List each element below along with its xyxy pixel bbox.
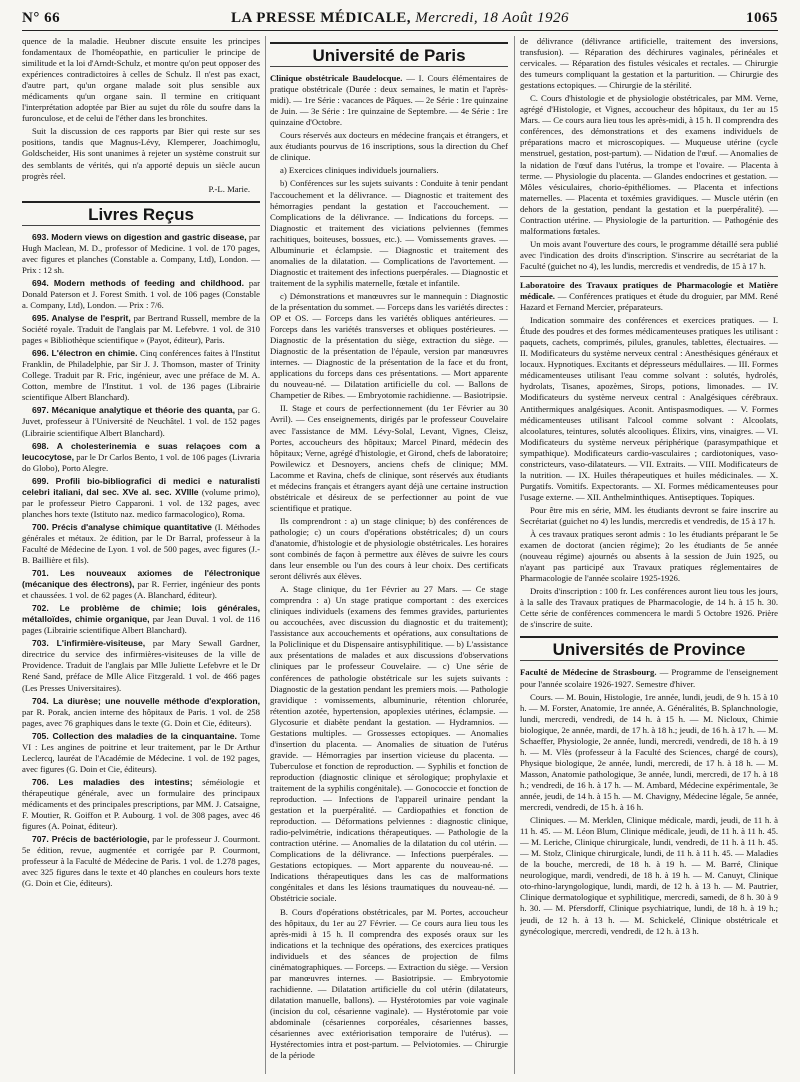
book-entry [22, 603, 260, 636]
column-divider-1 [265, 36, 266, 1074]
continuation-paragraph: de délivrance (délivrance artificielle, traitement des inversions, transfusion). — Réparation des déchirures vaginales, périnéales et cervicales. — Réparation des fistules vésicales et rectales. — Chirurgie des tumeurs compliquant la gestation et la parturition. — Chirurgie des gestations ectopiques. — Chirurgie de la stérilité. [520, 36, 778, 91]
clinique-heading: Clinique obstétricale Baudelocque. [270, 73, 403, 84]
book-entry [22, 777, 260, 832]
page-number-right: 1065 [746, 10, 778, 26]
book-entry [22, 476, 260, 520]
book-title: 701. Les nouveaux axiomes de l'électronique (mécanique des électrons), [22, 568, 260, 590]
paris-paragraph: II. Stage et cours de perfectionnement (du 1er Février au 30 Avril). — Ces enseignements, dirigés par le professeur Couvelaire avec l'assistance de MM. Lévy-Solal, Levant, Vignes, Cleisz, Portes, accoucheurs des hôpitaux; Marcel Pinard, médecin des hôpitaux; Verne, agrégé d'histologie, et Girond, chefs de laboratoire; Powilewicz et Desnoyers, anciens chefs de clinique; MM. Lacomme et Ravina, chefs de clinique, sont réservés aux étudiants et médecins français et étrangers ayant déjà une certaine instruction obstétricale et désireux de se perfectionner au point de vue scientifique et pratique. [270, 403, 508, 513]
strasbourg-paragraph [520, 667, 778, 689]
intro-paragraph-1: quence de la maladie. Heubner discute ensuite les principes fondamentaux de l'homéopathie, en particulier le principe de similitude et la loi d'Arndt-Schulz, et montre qu'on peut opposer des expériences contradictoires à celles de Schulz. Il n'est pas exact, d'autre part, qu'un organe malade soit plus sensible aux médicaments qu'un organe sain. Il termine en critiquant l'interprétation adoptée par Bier au sujet du rôle du soufre dans la furonculose, et de celui de l'éther dans les bronchites. [22, 36, 260, 124]
clinique-paragraph [270, 73, 508, 128]
book-details: (volume primo), par le professeur Pietro Capparoni. 1 vol. de 132 pages, avec planches hors texte (Istituto naz. medico farmacologico), Roma. [22, 486, 260, 519]
book-title: 706. Les maladies des intestins; [32, 776, 193, 787]
book-details: par le professeur J. Courmont. 5e édition, revue, augmentée et corrigée par P. Courmont, professeur à la Faculté de Médecine de Paris. 1 vol. de 1.278 pages, avec 325 figures dans le texte et 40 planches en couleurs hors texte (G. Doin et Cie, éditeurs). [22, 834, 260, 889]
histologie-paragraph: C. Cours d'histologie et de physiologie obstétricales, par MM. Verne, agrégé d'Histologie, et Vignes, accoucheur des hôpitaux, du 1er au 15 Mars. — Ce cours aura lieu tous les après-midi, à 15 h. Il comprendra des conférences, des démonstrations et des examens individuels de préparations macro et microscopiques. — Muqueuse utérine (cycle menstruel, gestation, post-partum). — Nidation de l'œuf. — Anomalies de la nidation de l'œuf dans l'utérus, la trompe et l'ovaire. — Placenta à terme. — Physiologie du placenta. — Glandes endocrines et gestation. — Môles vésiculaires, chorio-épithéliomes. — Placenta et infections maternelles. — Placenta et toxémies gravidiques. — Muscle utérin (en dehors de la gestation, pendant la gestation et la puerpéralité). — Contraction utérine. — Physiologie de la parturition. — Pathogénie des malformations fœtales. [520, 93, 778, 236]
column-divider-2 [514, 36, 515, 1074]
book-list [22, 232, 260, 890]
strasbourg-paragraph: Cliniques. — M. Merklen, Clinique médicale, mardi, jeudi, de 11 h. à 11 h. 45. — M. Léon Blum, Clinique médicale, jeudi, de 11 h. à 11 h. 45. — M. Leriche, Clinique chirurgicale, lundi, vendredi, de 11 h. à 11 h. 45. — M. Stolz, Clinique chirurgicale, lundi, de 11 h. à 11 h. 45. — Maladies de la bouche, mercredi, de 18 h. à 19 h. — M. Barré, Clinique neurologique, mardi, vendredi, de 18 h. à 19 h. — M. Canuyt, Clinique oto-rhino-laryngologique, lundi, mardi, de 12 h. à 13 h. — M. Pautrier, Clinique dermatologique et syphilitique, mercredi, samedi, de 8 h. 30 à 9 h. 30. — M. Pfersdorff, Clinique psychiatrique, lundi, de 18 h. à 19 h.; jeudi, de 12 h. à 13 h. — M. Schickelé, Clinique obstétricale et gynécologique, mercredi, vendredi, de 12 h. à 13 h. [520, 815, 778, 936]
book-entry [22, 834, 260, 889]
book-details: par Mary Sewall Gardner, directrice du service des infirmières-visiteuses de la ville de Providence. Traduit de l'anglais par Mlle Juliette Lefebvre et le Dr René Sand, préface de Mlle Alice Fitzgerald. 1 vol. de 466 pages (Les Presses Universitaires). [22, 638, 260, 693]
laboratoire-paragraph: Indication sommaire des conférences et exercices pratiques. — I. Étude des poudres et des formes médicamenteuses pratiques les utilisant : paquets, cachets, comprimés, pilules, granules, tablettes, électuaires. — II. Modificateurs du système nerveux central : Anesthésiques généraux et locaux. Hypnotiques. Excitants et dépresseurs médullaires. — III. Formes médicamenteuses utilisant l'eau comme solvant : solutés, hydrolés, hydrolats, Tisanes, apozèmes, Sirops, potions, limonades. — IV. Modificateurs du système nerveux central : Analgésiques cérébraux. Antithermiques analgésiques. Aconit. Antispasmodiques. — V. Formes médicamenteuses utilisant l'alcool comme solvant : Alcoolats, alcoolatures, teintures, solutés alcooliques. Élixirs, vins, vinaigres. — VI. Modificateurs du système nerveux périphérique (parasympathique et sympathique). Modificateurs cardio-vasculaires ; cardiotoniques, vaso-constricteurs, vaso-dilatateurs. — VII. Extraits. — VIII. Modificateurs de la nutrition. — IX. Huiles thérapeutiques et huiles médicinales. — X. Purgatifs. Vomitifs. Expectorants. — XI. Formes médicamenteuses pour l'usage externe. — XII. Anthelminthiques. Antiseptiques. Topiques. [520, 315, 778, 502]
book-details: par Bertrand Russell, membre de la Société royale. Traduit de l'anglais par M. Lefebvre. 1 vol. de 310 pages « Bibliothèque scientifique » (Payot, éditeur), Paris. [22, 313, 260, 346]
book-title: 694. Modern methods of feeding and childhood. [32, 277, 244, 288]
book-title: 698. A cholesterinemia e suas relaçoes com a leucocytose, [22, 440, 260, 462]
book-entry [22, 522, 260, 566]
book-title: 695. Analyse de l'esprit, [32, 313, 131, 324]
laboratoire-intro: — Conférences pratiques et étude du droguier, par MM. René Hazard et Fernand Mercier, préparateurs. [520, 291, 778, 313]
universites-province-heading: Universités de Province [520, 636, 778, 661]
book-title: 703. L'infirmière-visiteuse, [32, 638, 146, 649]
author-signature: P.-L. Marie. [208, 183, 250, 194]
header-rule [22, 30, 778, 31]
book-entry [22, 568, 260, 601]
laboratoire-paragraph: À ces travaux pratiques seront admis : 1o les étudiants préparant le 5e examen de doctorat (ancien régime); 2o les étudiants de 5e année (nouveau régime) ajournés ou absents à la session de Juin 1925, ou n'ayant pas participé aux Travaux pratiques réglementaires de Pharmacologie de l'année scolaire 1925-1926. [520, 529, 778, 584]
strasbourg-intro: — Programme de l'enseignement pour l'année scolaire 1926-1927. Semestre d'hiver. [520, 667, 778, 689]
paris-paragraph: b) Conférences sur les sujets suivants : Conduite à tenir pendant l'accouchement et la délivrance. — Diagnostic et traitement des hémorragies pendant la gestation et l'accouchement. — Complications de la délivrance. — Indications du forceps. — Diagnostic et traitement des viciations pelviennes (femmes rachitiques, boiteuses, bossues, etc.). — Vomissements graves. — Albuminurie et éclampsie. — Diagnostic et traitement des anomalies de la dilatation. — Complications de l'avortement. — Diagnostic et traitement des infections puerpérales. — Diagnostic et traitement de la syphilis maternelle, fœtale et infantile. [270, 178, 508, 288]
strasbourg-heading: Faculté de Médecine de Strasbourg. [520, 667, 657, 678]
book-entry [22, 232, 260, 276]
book-details: séméiologie et thérapeutique générale, avec un formulaire des principaux médicaments et des principales prescriptions, par MM. J. Catsaigne, F. Moutier, R. Goiffon et P. Aubourg. 1 vol. de 308 pages, avec 46 figures (A. Poinat, éditeur). [22, 776, 260, 832]
book-details: Tome VI : Les angines de poitrine et leur traitement, par le Dr Arthur Leclercq, lauréat de l'Académie de Médecine. 1 vol. de 192 pages, avec figures (G. Doin et Cie, éditeurs). [22, 730, 260, 774]
paris-paragraph: c) Démonstrations et manœuvres sur le mannequin : Diagnostic de la présentation du sommet. — Forceps dans les variétés directes : OP et OS. — Forceps dans les variétés obliques antérieures. — Forceps dans les variétés transverses et obliques postérieures. — Diagnostic de la présentation du siège, extraction du siège. — Diagnostic de la présentation de l'épaule, version par manœuvres internes. — Diagnostic de la présentation de la face et du front, applications du forceps dans ces présentations. — Mort apparente du nouveau-né. — Dilatation artificielle du col. — Ballons de Champetier de Ribes. — Embryotomie rachidienne. — Basiotripsie. [270, 290, 508, 401]
laboratoire-paragraph [520, 280, 778, 313]
laboratoire-paragraph: Pour être mis en série, MM. les étudiants devront se faire inscrire au Secrétariat (guichet no 4) les lundis, mercredis et vendredis, de 15 à 17 h. [520, 504, 778, 526]
book-title: 700. Précis d'analyse chimique quantitative [32, 521, 212, 532]
intro-paragraph-2: Suit la discussion de ces rapports par Bier qui reste sur ses positions, tandis que Magnus-Lévy, Klemperer, Joachimoglu, Goldscheider, His sont unanimes à rejeter un système construit sur des semblants de vérités, qui n'a apporté depuis un siècle aucun progrès réel. [22, 126, 260, 181]
column-1 [22, 36, 260, 1074]
paris-paragraph: B. Cours d'opérations obstétricales, par M. Portes, accoucheur des hôpitaux, du 1er au 27 Février. — Ce cours aura lieu tous les après-midi à 15 h. Il comprendra des exposés oraux sur les indications et la technique des opérations, des exercices pratiques individuels et des séances de projection de films cinématographiques. — Forceps. — Extraction du siège. — Version par manœuvres internes. — Basiotripsie. — Embryotomie rachidienne. — Dilatation artificielle du col utérin (dilatateurs, dilatation manuelle, ballons). — Hystérotomies par voie vaginale (incision du col, césarienne vaginale). — Hystérotomie par voie abdominale (césariennes corporéales, césariennes basses, césariennes avec extériorisation temporaire de l'utérus). — Hystérectomies intra et post-partum. — Pelviotomies. — Chirurgie de la période [270, 906, 508, 1061]
book-details: (I. Méthodes générales et métaux. 2e édition, par le Dr Barral, professeur à la Faculté de Médecine de Lyon. 1 vol. de 500 pages, avec figures (J.-B. Baillière et fils). [22, 521, 260, 566]
book-details: par Donald Paterson et J. Forest Smith. 1 vol. de 106 pages (Constable a. Company, Ltd), London. — Prix : 7/6. [22, 277, 260, 310]
book-details: par R. Ferrier, ingénieur des ponts et chaussées. 1 vol. de 62 pages (A. Blanchard, éditeur). [22, 579, 260, 601]
book-title: 699. Profili bio-bibliografici di medici e naturalisti celebri italiani, dal sec. XVe al. sec. XVIIIe [22, 475, 260, 497]
book-entry [22, 731, 260, 775]
page-header [22, 6, 778, 30]
book-details: par le Dr Carlos Bento, 1 vol. de 106 pages (Livraria do Globo), Porto Alegre. [22, 451, 260, 473]
paris-paragraph: Ils comprendront : a) un stage clinique; b) des conférences de pathologie; c) un cours d'opérations obstétricales; d) un cours d'anatomie, d'histologie et de physiologie obstétricales. Les horaires sont combinés de façon à permettre aux élèves de suivre les cours dans leur ensemble ou l'un des cours à leur choix. Des certificats seront délivrés aux élèves. [270, 515, 508, 582]
book-entry [22, 405, 260, 438]
book-entry [22, 638, 260, 693]
book-title: 702. Le problème de chimie; lois générales, métalloïdes, chimie organique, [22, 603, 260, 625]
book-details: Cinq conférences faites à l'Institut Franklin, de Philadelphie, par Sir J. J. Thomson, master of Trinity College. Traduit par R. Fric, ingénieur, avec une préface de M. A. Cotton, membre de l'Institut. 1 vol. de 136 pages (Librairie scientifique Albert Blanchard). [22, 348, 260, 403]
paris-paragraph: Cours réservés aux docteurs en médecine français et étrangers, et aux étudiants pourvus de 16 inscriptions, sous la direction du Chef de clinique. [270, 130, 508, 163]
clinique-intro: — I. Cours élémentaires de pratique obstétricale (Durée : deux semaines, le matin et l'après-midi). — 1re Série : vacances de Pâques. — 2e Série : 1re quinzaine de Juin. — 3e Série : 1re quinzaine de Septembre. — 4e Série : 1re quinzaine d'Octobre. [270, 73, 508, 128]
book-title: 693. Modern views on digestion and gastric disease, [32, 231, 247, 242]
issue-date: Mercredi, 18 Août 1926 [415, 10, 569, 26]
livres-recus-heading: Livres Reçus [22, 201, 260, 226]
book-title: 707. Précis de bactériologie, [32, 834, 150, 845]
book-title: 696. L'électron en chimie. [32, 348, 138, 359]
book-entry [22, 313, 260, 346]
column-2 [270, 36, 508, 1074]
book-entry [22, 696, 260, 729]
paris-paragraph: a) Exercices cliniques individuels journaliers. [280, 165, 439, 176]
section-rule [520, 276, 778, 277]
laboratoire-heading: Laboratoire des Travaux pratiques de Pharmacologie et Matière médicale. [520, 279, 778, 302]
journal-name: LA PRESSE MÉDICALE, [231, 10, 411, 26]
book-title: 704. La diurèse; une nouvelle méthode d'exploration, [32, 695, 260, 706]
column-3 [520, 36, 778, 1074]
book-title: 705. Collection des maladies de la cinquantaine. [32, 730, 237, 741]
book-details: par R. Porak, ancien interne des hôpitaux de Paris. 1 vol. de 258 pages, avec 76 graphiques dans le texte (G. Doin et Cie, éditeurs). [22, 706, 260, 728]
book-title: 697. Mécanique analytique et théorie des quanta, [32, 405, 235, 416]
inscription-paragraph: Un mois avant l'ouverture des cours, le programme détaillé sera publié avec l'indication des droits d'inscription. S'inscrire au secrétariat de la Faculté (guichet no 4), les lundis, mercredis et vendredis, de 15 à 17 h. [520, 238, 778, 271]
book-details: par Hugh Maclean, M. D., professor of Medicine. 1 vol. de 170 pages, avec figures et planches (Constable a. Company, Ltd), London. — Prix : 12 sh. [22, 231, 260, 275]
laboratoire-paragraph: Droits d'inscription : 100 fr. Les conférences auront lieu tous les jours, à la salle des Travaux pratiques de Pharmacologie, de 14 h. à 15 h. 30. Cette série de conférences commencera le mardi 5 Octobre 1926. Prière de s'inscrire de suite. [520, 586, 778, 630]
strasbourg-paragraph: Cours. — M. Bouin, Histologie, 1re année, lundi, jeudi, de 9 h. 15 à 10 h. — M. Forster, Anatomie, 1re année, A. Généralités, B. Splanchnologie, lundi, mercredi, vendredi, de 14 h. à 15 h. — M. Nicloux, Chimie biologique, 2e année, mardi, de 17 h. à 18 h.; jeudi, de 16 h. à 17 h. — M. Schaeffer, Physiologie, 2e année, lundi, mercredi, vendredi, de 18 h. à 19 h. — M. Vlès (professeur à la Faculté des Sciences, chargé de cours), Physique biologique, 2e année, lundi, mercredi, de 17 h. à 18 h. — M. Masson, Anatomie pathologique, 3e année, lundi, mercredi, de 17 h. à 18 h.; vendredi, de 16 h. à 17 h. — M. Ambard, Médecine expérimentale, 3e année, jeudi, de 14 h. à 15 h. — M. Chavigny, Médecine légale, 5e année, mercredi, vendredi, de 15 h. à 16 h. [520, 691, 778, 813]
book-details: par G. Juvet, professeur à l'Université de Neuchâtel. 1 vol. de 152 pages (Librairie scientifique Albert Blanchard). [22, 405, 260, 438]
book-entry [22, 348, 260, 403]
paris-paragraph: A. Stage clinique, du 1er Février au 27 Mars. — Ce stage comprendra : a) Un stage pratique comportant : des exercices cliniques individuels (examens des femmes gravides, parturientes ou accouchées, avec discussion du diagnostic et du traitement); l'assistance aux accouchements et opérations, aux consultations de la Policlinique et du Dispensaire antisyphilitique. — b) L'assistance aux présentations de malades et aux discussions d'observations cliniques par le professeur Couvelaire. — c) Une série de conférences de pathologie obstétricale sur les sujets suivants : Diagnostic de la gestation pendant les premiers mois. — Pathologie gravidique : vomissements, albuminurie, rétention chlorurée, rétention azotée, hypertension, apoplexies utérines, éclampsie. — Glycosurie et diabète pendant la gestation. — Hydramnios. — Gestations multiples. — Grossesses ectopiques. — Anomalies d'insertion du placenta. — Anomalies de situation de l'utérus gravide. — Hémorragies par insertion vicieuse du placenta. — Tuberculose et fonction de reproduction. — Syphilis et fonction de reproduction (diagnostic clinique et sérologique; prophylaxie et traitement de la syphilis congénitale). — Gonococcie et fonction de reproduction. — Infections de l'appareil urinaire pendant la gestation et la puerpéralité. — Cardiopathies et fonction de reproduction. — Déformations pelviennes : diagnostic clinique, radio-pelvimétrie, indications thérapeutiques. — Pathologie de la contraction utérine. — Anomalies de la dilatation du col utérin. — Complications de la délivrance. — Infections puerpérales. — Gestations ectopiques. — Mort apparente du nouveau-né. — Indications thérapeutiques dans les cas de malformations congénitales et dans les lésions traumatiques du nouveau-né. — Obstétricie sociale. [270, 584, 508, 904]
book-entry [22, 278, 260, 311]
page-number-left: N° 66 [22, 10, 61, 26]
journal-title [22, 10, 778, 27]
universite-paris-heading: Université de Paris [270, 42, 508, 67]
book-details: par Jean Duval. 1 vol. de 116 pages (Librairie scientifique Albert Blanchard). [22, 614, 260, 636]
book-entry [22, 441, 260, 474]
